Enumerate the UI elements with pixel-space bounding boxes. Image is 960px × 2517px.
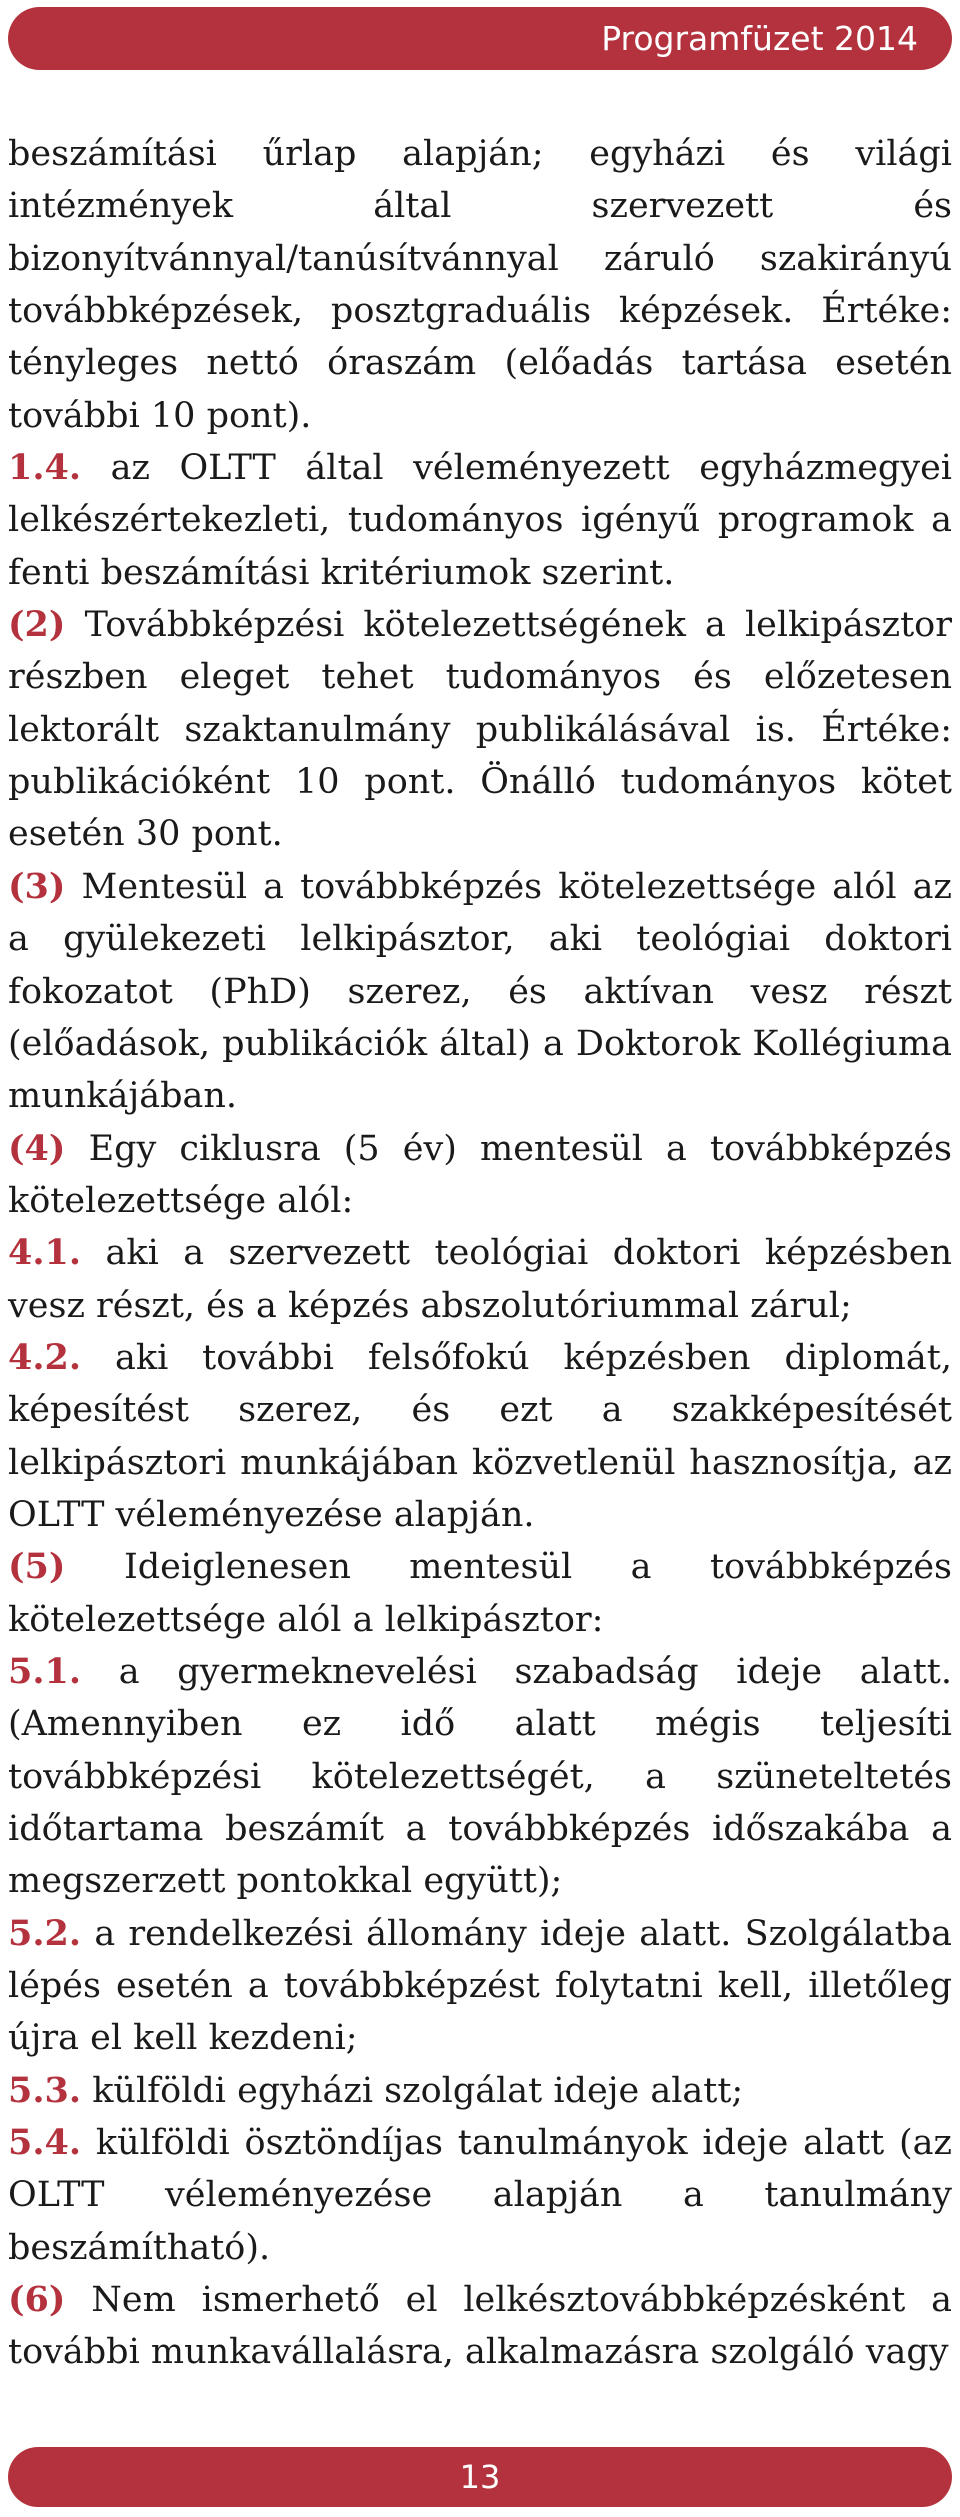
paragraph-text: külföldi egyházi szolgálat ideje alatt; [92,2070,744,2111]
paragraph-5 [8,1227,952,1332]
paragraph-text: a gyermeknevelési szabadság ideje alatt. (Amennyiben ez idő alatt mégis teljesíti továbbképzési kötelezettségét, a szüneteltetés időtartama beszámít a továbbképzés időszakába a megszerzett pontokkal együtt); [8,1651,952,1902]
paragraph-text: Nem ismerhető el lelkésztovábbképzésként a további munkavállalásra, alkalmazásra szolgáló vagy [8,2280,952,2373]
paragraph-text: a rendelkezési állomány ideje alatt. Szolgálatba lépés esetén a továbbképzést folytatni kell, illetőleg újra el kell kezdeni; [8,1913,952,2059]
paragraph-4 [8,1123,952,1228]
paragraph-12 [8,2274,952,2379]
section-number: 4.2. [8,1336,82,1378]
section-number: 5.3. [8,2069,82,2111]
section-number: 1.4. [8,447,82,489]
footer-bar [8,2447,952,2507]
page-number: 13 [459,2458,501,2496]
paragraph-1 [8,442,952,599]
paragraph-text: aki a szervezett teológiai doktori képzésben vesz részt, és a képzés abszolutóriummal zárul; [8,1233,952,1326]
header-bar [8,7,952,70]
section-number: 5.1. [8,1650,82,1692]
section-number: (6) [8,2279,66,2321]
paragraph-3 [8,861,952,1123]
paragraph-text: beszámítási űrlap alapján; egyházi és világi intézmények által szervezett és bizonyítvánnyal/tanúsítvánnyal záruló szakirányú továbbképzések, posztgraduális képzések. Értéke: tényleges nettó óraszám (előadás tartása esetén további 10 pont). [8,134,952,436]
paragraph-6 [8,1332,952,1541]
header-title: Programfüzet 2014 [601,19,918,58]
paragraph-text: Egy ciklusra (5 év) mentesül a továbbképzés kötelezettsége alól: [8,1128,952,1221]
document-body [8,128,952,2379]
section-number: 5.2. [8,1912,82,1954]
paragraph-text: Továbbképzési kötelezettségének a lelkipásztor részben eleget tehet tudományos és előzetesen lektorált szaktanulmány publikálásával is. Értéke: publikációként 10 pont. Önálló tudományos kötet esetén 30 pont. [8,605,952,855]
paragraph-8 [8,1646,952,1908]
section-number: (4) [8,1127,66,1169]
paragraph-7 [8,1541,952,1646]
paragraph-9 [8,1908,952,2065]
paragraph-2 [8,599,952,861]
section-number: 4.1. [8,1232,82,1274]
paragraph-text: az OLTT által véleményezett egyházmegyei lelkészértekezleti, tudományos igényű programok a fenti beszámítási kritériumok szerint. [8,448,952,593]
paragraph-text: aki további felsőfokú képzésben diplomát, képesítést szerez, és ezt a szakképesítését lelkipásztori munkájában közvetlenül hasznosítja, az OLTT véleményezése alapján. [8,1337,952,1535]
paragraph-text: Ideiglenesen mentesül a továbbképzés kötelezettsége alól a lelkipásztor: [8,1547,952,1640]
paragraph-10 [8,2065,952,2117]
paragraph-0 [8,128,952,442]
paragraph-text: Mentesül a továbbképzés kötelezettsége alól az a gyülekezeti lelkipásztor, aki teológiai doktori fokozatot (PhD) szerez, és aktívan vesz részt (előadások, publikációk által) a Doktorok Kollégiuma munkájában. [8,866,952,1117]
section-number: 5.4. [8,2122,82,2164]
section-number: (5) [8,1546,66,1588]
paragraph-11 [8,2117,952,2274]
section-number: (3) [8,865,66,907]
section-number: (2) [8,604,66,646]
paragraph-text: külföldi ösztöndíjas tanulmányok ideje alatt (az OLTT véleményezése alapján a tanulmány beszámítható). [8,2123,952,2268]
